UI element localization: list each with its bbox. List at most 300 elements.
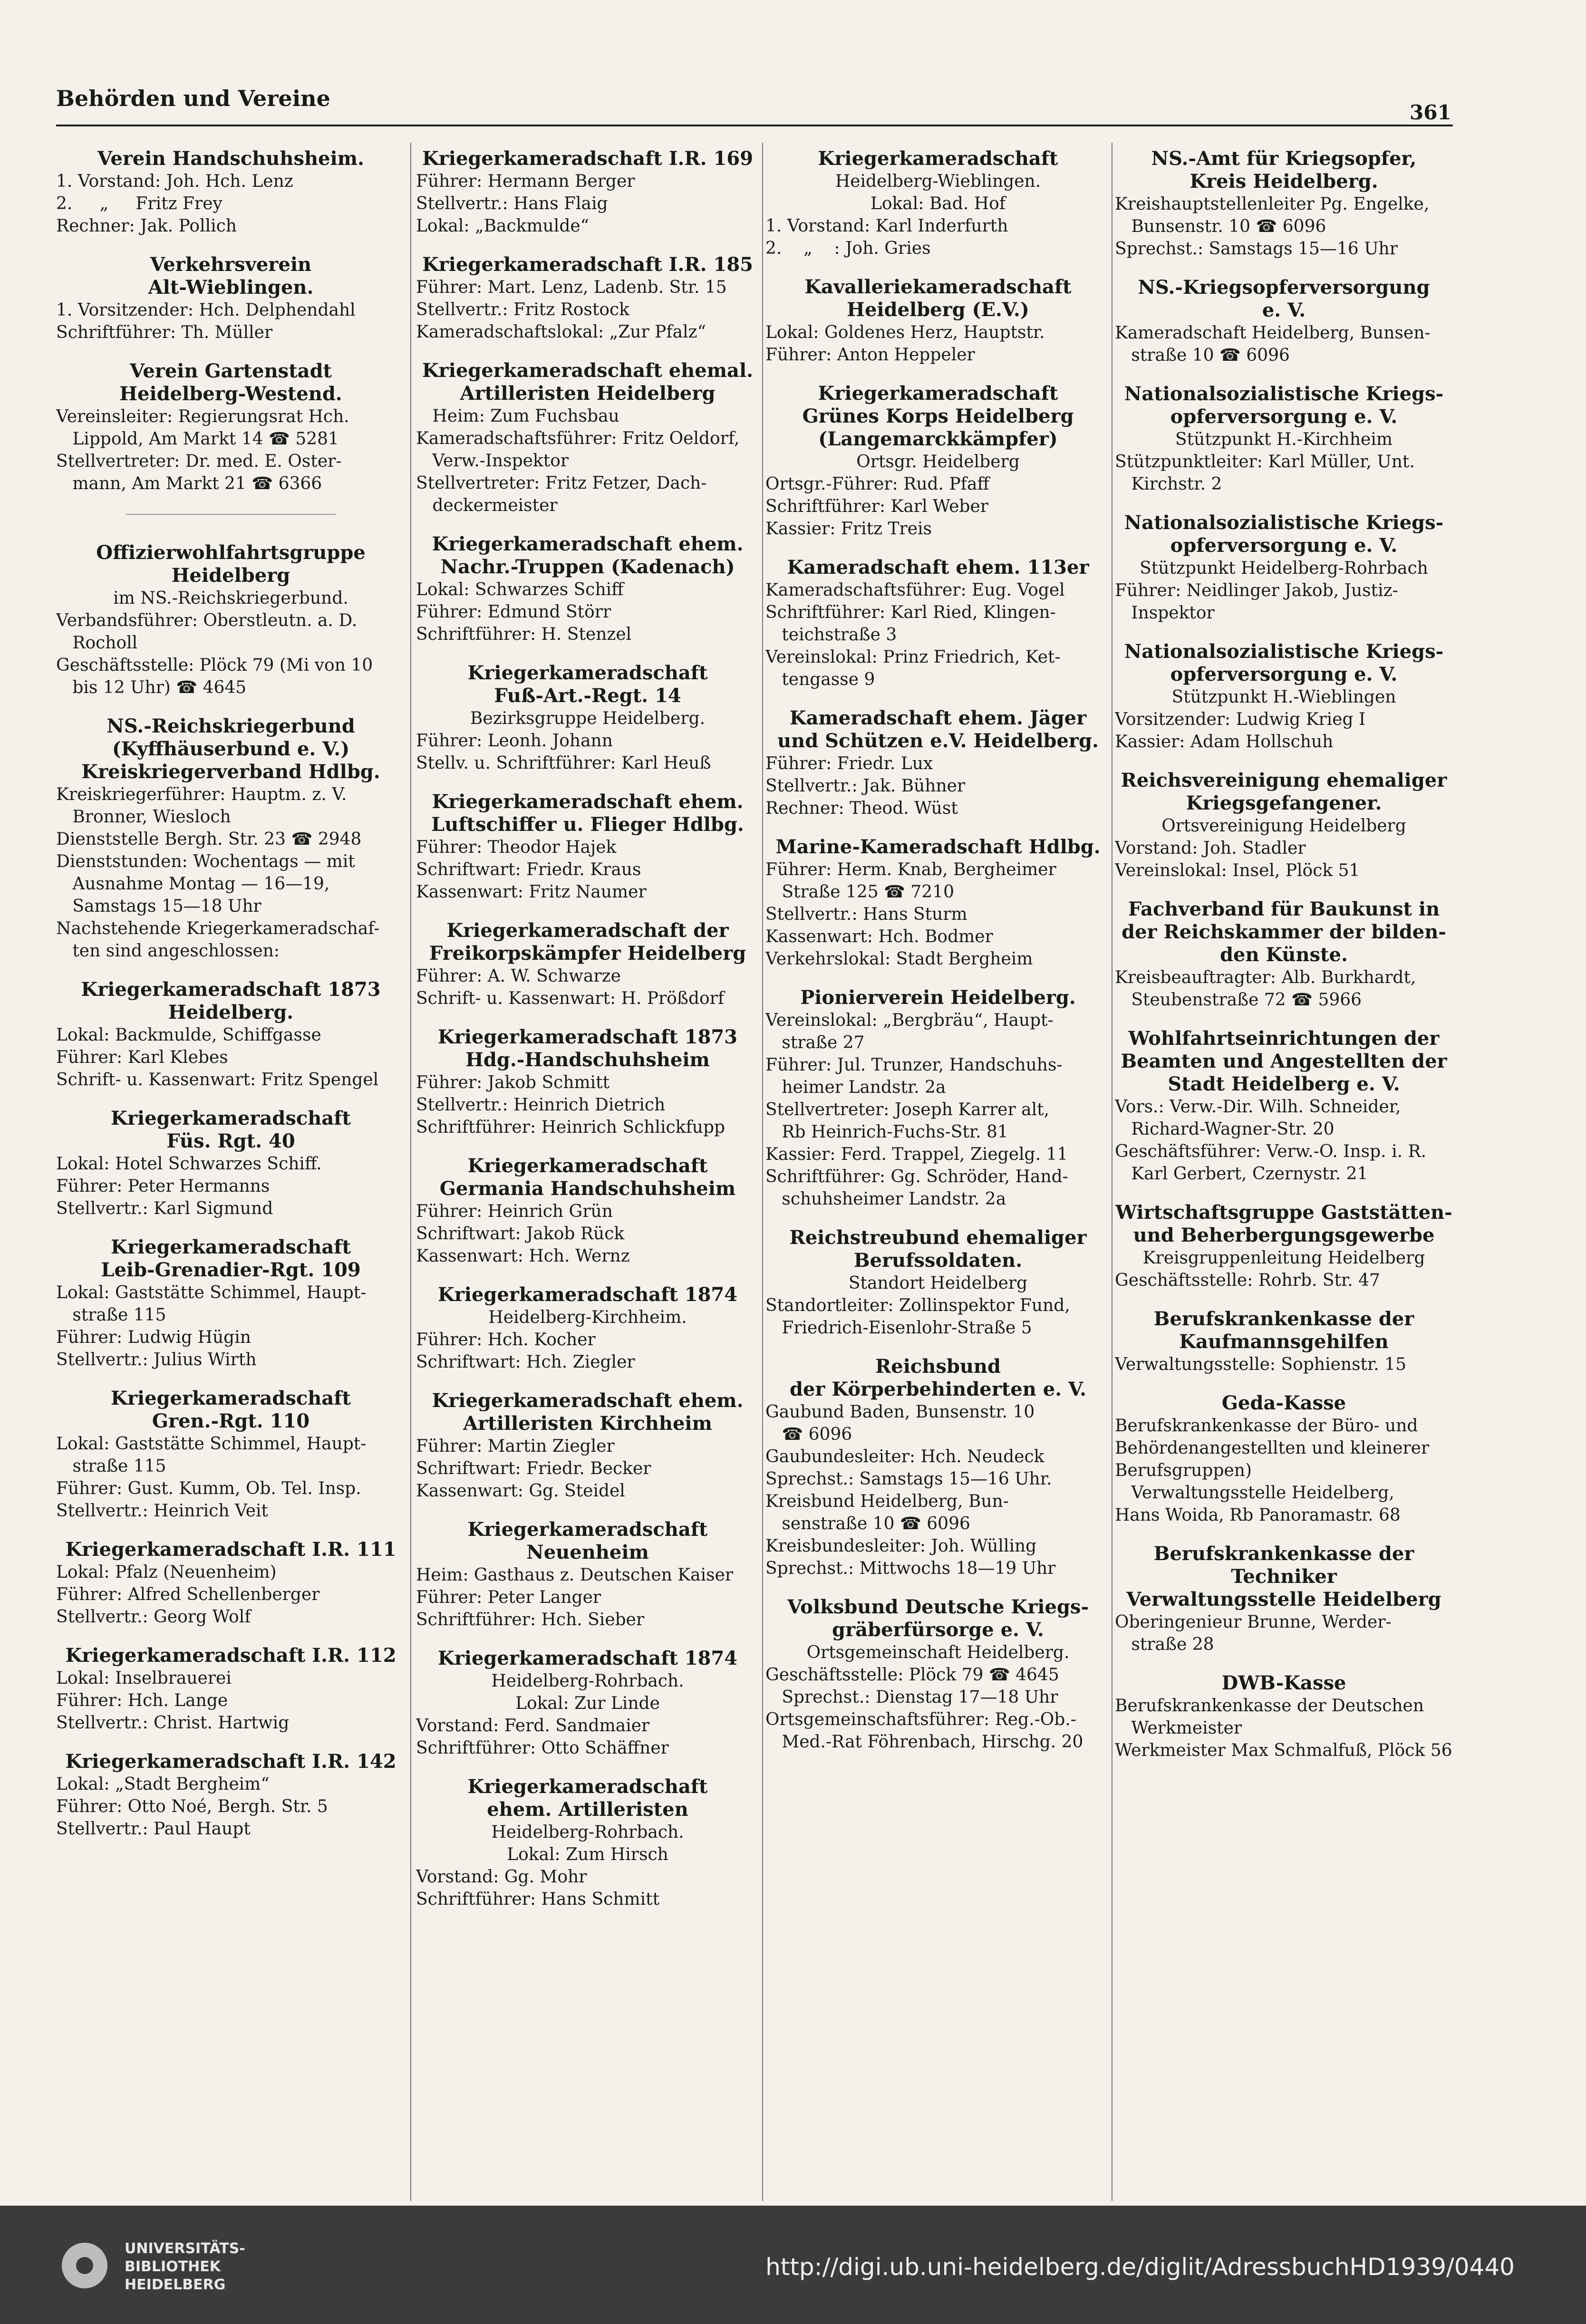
directory-entry — [765, 276, 1111, 366]
entry-line: mann, Am Markt 21 ☎ 6366 — [56, 474, 322, 493]
entry-line: Führer: Heinrich Grün — [416, 1202, 613, 1221]
entry-line: ☎ 6096 — [765, 1425, 852, 1444]
entry-line: Rocholl — [56, 633, 138, 653]
directory-entry — [1115, 1201, 1453, 1292]
entry-line: Schriftwart: Jakob Rück — [416, 1224, 625, 1244]
entry-title: Nationalsozialistische Kriegs- — [1124, 383, 1444, 405]
directory-entry — [416, 1283, 759, 1373]
directory-entry — [416, 147, 759, 237]
entry-title: Wirtschaftsgruppe Gaststätten- — [1115, 1201, 1452, 1224]
directory-entry — [1115, 898, 1453, 1011]
entry-line: Führer: Mart. Lenz, Ladenb. Str. 15 — [416, 278, 727, 297]
entry-line: Schriftführer: H. Stenzel — [416, 625, 632, 644]
entry-title: Kriegerkameradschaft ehem. — [432, 1389, 744, 1412]
entry-title: Reichsbund — [875, 1355, 1001, 1378]
entry-title: Kriegerkameradschaft ehem. — [432, 791, 744, 813]
entry-subtitle: Heidelberg-Wieblingen. — [835, 172, 1041, 191]
entry-line: Berufskrankenkasse der Büro- und — [1115, 1416, 1418, 1436]
entry-title: Neuenheim — [526, 1541, 649, 1563]
directory-entry — [1115, 1308, 1453, 1376]
entry-line: 1. Vorsitzender: Hch. Delphendahl — [56, 300, 356, 320]
entry-title: Artilleristen Heidelberg — [460, 382, 716, 405]
entry-line: Führer: Hch. Kocher — [416, 1330, 596, 1350]
entry-title: der Reichskammer der bilden- — [1122, 921, 1446, 943]
entry-title: Füs. Rgt. 40 — [166, 1130, 295, 1152]
column-4 — [1115, 147, 1453, 2201]
entry-line: Stützpunktleiter: Karl Müller, Unt. — [1115, 452, 1415, 472]
directory-entry — [765, 1355, 1111, 1580]
entry-line: Rechner: Jak. Pollich — [56, 216, 237, 236]
entry-title: (Langemarckkämpfer) — [818, 428, 1058, 450]
entry-line: Kassier: Adam Hollschuh — [1115, 732, 1334, 752]
entry-line: Lokal: Inselbrauerei — [56, 1668, 232, 1688]
entry-line: Vorstand: Ferd. Sandmaier — [416, 1716, 650, 1736]
entry-title: Kriegerkameradschaft — [467, 1775, 708, 1798]
entry-title: Heidelberg. — [168, 1001, 294, 1023]
entry-title: ehem. Artilleristen — [487, 1798, 688, 1821]
entry-title: DWB-Kasse — [1221, 1672, 1346, 1694]
entry-subtitle: im NS.-Reichskriegerbund. — [113, 588, 348, 608]
entry-line: Stellvertr.: Georg Wolf — [56, 1607, 251, 1627]
directory-entry — [765, 382, 1111, 540]
entry-line: Stellvertr.: Karl Sigmund — [56, 1199, 273, 1218]
entry-line: Kreisbeauftragter: Alb. Burkhardt, — [1115, 968, 1416, 987]
entry-title: Kameradschaft ehem. Jäger — [789, 707, 1087, 729]
logo-line: BIBLIOTHEK — [125, 2258, 221, 2275]
directory-entry — [1115, 276, 1453, 366]
entry-title: Heidelberg — [171, 564, 290, 587]
entry-line: Lokal: „Backmulde“ — [416, 216, 590, 236]
entry-line: 1. Vorstand: Joh. Hch. Lenz — [56, 172, 293, 191]
entry-line: straße 28 — [1115, 1635, 1214, 1654]
entry-title: Kaufmannsgehilfen — [1179, 1331, 1389, 1353]
entry-line: Kreiskriegerführer: Hauptm. z. V. — [56, 785, 347, 804]
entry-title: Reichsvereinigung ehemaliger — [1121, 769, 1447, 791]
entry-title: Alt-Wieblingen. — [148, 276, 314, 299]
entry-title: Kriegerkameradschaft ehemal. — [422, 359, 754, 382]
entry-line: Samstags 15—18 Uhr — [56, 897, 261, 916]
entry-line: Verkehrslokal: Stadt Bergheim — [765, 949, 1033, 969]
entry-line: Führer: Peter Langer — [416, 1588, 601, 1607]
entry-line: Schrift- u. Kassenwart: H. Prößdorf — [416, 989, 725, 1008]
entry-title: Kriegerkameradschaft I.R. 169 — [422, 147, 754, 170]
entry-line: Kassenwart: Fritz Naumer — [416, 882, 647, 902]
entry-line: Kameradschaft Heidelberg, Bunsen- — [1115, 323, 1431, 343]
entry-subtitle: Heidelberg-Kirchheim. — [488, 1308, 687, 1327]
directory-entry — [1115, 1027, 1453, 1185]
entry-line: Sprechst.: Mittwochs 18—19 Uhr — [765, 1559, 1056, 1578]
entry-line: Stellvertr.: Jak. Bühner — [765, 776, 966, 796]
entry-line: ten sind angeschlossen: — [56, 941, 280, 961]
entry-title: Verwaltungsstelle Heidelberg — [1126, 1588, 1441, 1610]
entry-subtitle: Heidelberg-Rohrbach. — [491, 1823, 684, 1842]
directory-entry — [1115, 147, 1453, 260]
entry-title: Germania Handschuhsheim — [439, 1177, 736, 1200]
entry-title: NS.-Amt für Kriegsopfer, — [1151, 147, 1417, 170]
entry-line: Führer: Ludwig Hügin — [56, 1328, 251, 1347]
entry-subtitle: Lokal: Zur Linde — [515, 1694, 660, 1713]
directory-entry — [56, 541, 406, 699]
entry-line: Sprechst.: Samstags 15—16 Uhr — [1115, 239, 1398, 259]
entry-title: Kriegerkameradschaft 1874 — [437, 1283, 738, 1306]
entry-line: Lokal: Backmulde, Schiffgasse — [56, 1025, 321, 1045]
entry-subtitle: Kreisgruppenleitung Heidelberg — [1142, 1248, 1425, 1268]
entry-line: straße 115 — [56, 1305, 166, 1325]
directory-entry — [765, 1226, 1111, 1339]
entry-title: Heidelberg-Westend. — [119, 383, 342, 405]
entry-title: gräberfürsorge e. V. — [832, 1619, 1044, 1641]
entry-line: Stellvertreter: Joseph Karrer alt, — [765, 1100, 1050, 1119]
entry-line: teichstraße 3 — [765, 625, 897, 645]
entry-line: Stellvertr.: Fritz Rostock — [416, 300, 629, 319]
directory-entry — [765, 147, 1111, 260]
entry-subtitle: Ortsvereinigung Heidelberg — [1161, 816, 1406, 836]
entry-title: opferversorgung e. V. — [1170, 534, 1398, 557]
entry-line: Stellvertr.: Christ. Hartwig — [56, 1713, 290, 1733]
directory-entry — [1115, 640, 1453, 753]
entry-title: Kriegerkameradschaft — [467, 662, 708, 684]
entry-line: Stellvertr.: Paul Haupt — [56, 1819, 251, 1839]
entry-line: Stellvertr.: Hans Flaig — [416, 194, 608, 213]
entry-line: Gaubund Baden, Bunsenstr. 10 — [765, 1402, 1035, 1422]
entry-line: Geschäftsstelle: Plöck 79 ☎ 4645 — [765, 1665, 1059, 1685]
entry-line: Führer: Otto Noé, Bergh. Str. 5 — [56, 1797, 328, 1816]
entry-line: Kassenwart: Gg. Steidel — [416, 1481, 625, 1501]
entry-line: Inspektor — [1115, 603, 1215, 623]
entry-line: Straße 125 ☎ 7210 — [765, 882, 954, 902]
entry-title: der Körperbehinderten e. V. — [789, 1378, 1087, 1400]
entry-subtitle: Stützpunkt H.-Kirchheim — [1175, 430, 1393, 449]
entry-line: Stellvertr.: Julius Wirth — [56, 1350, 257, 1369]
library-logo-icon — [62, 2243, 107, 2288]
entry-line: Gaubundesleiter: Hch. Neudeck — [765, 1447, 1044, 1466]
entry-line: 2. „ Fritz Frey — [56, 194, 222, 213]
entry-line: Schriftwart: Friedr. Becker — [416, 1459, 651, 1478]
entry-title: Verein Gartenstadt — [129, 360, 332, 382]
entry-line: Führer: Jul. Trunzer, Handschuhs- — [765, 1055, 1063, 1075]
entry-subtitle: Bezirksgruppe Heidelberg. — [470, 709, 706, 728]
directory-entry — [765, 1596, 1111, 1753]
entry-line: Führer: Friedr. Lux — [765, 754, 933, 773]
entry-line: Nachstehende Kriegerkameradschaf- — [56, 919, 380, 938]
directory-entry — [1115, 383, 1453, 495]
directory-entry — [416, 919, 759, 1010]
entry-line: Führer: Alfred Schellenberger — [56, 1585, 320, 1604]
entry-line: Schriftführer: Hans Schmitt — [416, 1890, 660, 1909]
entry-line: Werkmeister Max Schmalfuß, Plöck 56 — [1115, 1741, 1452, 1760]
entry-title: Kriegerkameradschaft ehem. — [432, 533, 744, 555]
entry-line: Heim: Gasthaus z. Deutschen Kaiser — [416, 1565, 734, 1585]
entry-line: Behördenangestellten und kleinerer — [1115, 1438, 1430, 1458]
entry-line: Rechner: Theod. Wüst — [765, 799, 958, 818]
entry-line: Führer: Anton Heppeler — [765, 345, 975, 365]
entry-title: und Schützen e.V. Heidelberg. — [777, 730, 1099, 752]
entry-line: Steubenstraße 72 ☎ 5966 — [1115, 990, 1362, 1010]
entry-line: Vorstand: Gg. Mohr — [416, 1867, 587, 1887]
entry-subtitle: Ortsgemeinschaft Heidelberg. — [806, 1643, 1070, 1662]
entry-line: straße 27 — [765, 1033, 865, 1052]
directory-entry — [765, 556, 1111, 691]
entry-line: Oberingenieur Brunne, Werder- — [1115, 1612, 1392, 1632]
directory-entry — [416, 533, 759, 646]
entry-title: Kriegerkameradschaft — [818, 147, 1058, 170]
entry-title: Kriegerkameradschaft — [111, 1236, 351, 1258]
entry-line: Hans Woida, Rb Panoramastr. 68 — [1115, 1505, 1401, 1525]
entry-line: Vorstand: Joh. Stadler — [1115, 839, 1306, 858]
directory-entry — [416, 1647, 759, 1759]
entry-line: Kassier: Fritz Treis — [765, 519, 932, 539]
entry-title: Kameradschaft ehem. 113er — [787, 556, 1089, 579]
entry-line: Schrift- u. Kassenwart: Fritz Spengel — [56, 1070, 379, 1090]
entry-line: Lokal: Hotel Schwarzes Schiff. — [56, 1154, 322, 1174]
entry-title: Verkehrsverein — [150, 253, 312, 276]
entry-title: opferversorgung e. V. — [1170, 405, 1398, 428]
entry-line: Stellvertreter: Fritz Fetzer, Dach- — [416, 473, 707, 493]
entry-line: Kassenwart: Hch. Wernz — [416, 1246, 630, 1266]
library-logo-text — [125, 2240, 245, 2294]
entry-line: Kassier: Ferd. Trappel, Ziegelg. 11 — [765, 1145, 1068, 1164]
entry-title: Marine-Kameradschaft Hdlbg. — [775, 836, 1101, 858]
entry-line: Schriftführer: Karl Ried, Klingen- — [765, 603, 1056, 622]
entry-line: Heim: Zum Fuchsbau — [416, 406, 619, 426]
entry-line: Kassenwart: Hch. Bodmer — [765, 927, 993, 946]
entry-line: Lippold, Am Markt 14 ☎ 5281 — [56, 429, 339, 449]
directory-entry — [416, 1389, 759, 1502]
entry-title: Berufskrankenkasse der — [1153, 1308, 1414, 1330]
entry-title: Beamten und Angestellten der — [1121, 1050, 1447, 1072]
entry-line: Führer: Theodor Hajek — [416, 838, 617, 857]
entry-title: Kriegerkameradschaft 1873 — [437, 1026, 738, 1048]
entry-subtitle: Ortsgr. Heidelberg — [856, 452, 1020, 472]
directory-entry — [416, 662, 759, 774]
directory-entry — [416, 359, 759, 517]
entry-line: Kreishauptstellenleiter Pg. Engelke, — [1115, 194, 1430, 214]
entry-line: Vereinslokal: „Bergbräu“, Haupt- — [765, 1011, 1054, 1030]
entry-line: Stellvertreter: Dr. med. E. Oster- — [56, 452, 342, 471]
entry-line: Schriftwart: Friedr. Kraus — [416, 860, 641, 879]
entry-title: und Beherbergungsgewerbe — [1133, 1224, 1435, 1246]
entry-line: Schriftwart: Hch. Ziegler — [416, 1352, 635, 1372]
entry-title: (Kyffhäuserbund e. V.) — [112, 738, 350, 760]
directory-entry — [416, 791, 759, 903]
entry-title: Kriegsgefangener. — [1186, 792, 1382, 814]
entry-line: 2. „ : Joh. Gries — [765, 239, 931, 258]
entry-line: Führer: Leonh. Johann — [416, 731, 613, 751]
entry-line: Stellvertr.: Heinrich Dietrich — [416, 1095, 666, 1115]
directory-entry — [416, 1775, 759, 1910]
entry-line: Geschäftsstelle: Rohrb. Str. 47 — [1115, 1271, 1380, 1290]
entry-line: Schriftführer: Otto Schäffner — [416, 1738, 669, 1758]
entry-line: deckermeister — [416, 496, 558, 515]
entry-line: Bunsenstr. 10 ☎ 6096 — [1115, 217, 1326, 236]
entry-line: Stellvertr.: Heinrich Veit — [56, 1501, 268, 1521]
directory-entry — [56, 147, 406, 237]
entry-line: Berufsgruppen) — [1115, 1461, 1252, 1480]
entry-line: 1. Vorstand: Karl Inderfurth — [765, 216, 1008, 236]
entry-title: NS.-Reichskriegerbund — [106, 715, 355, 737]
library-footer-bar — [0, 2206, 1586, 2324]
directory-entry — [56, 1750, 406, 1840]
directory-entry — [56, 253, 406, 344]
entry-title: Kriegerkameradschaft I.R. 111 — [65, 1538, 396, 1561]
page-number: 361 — [1410, 101, 1451, 124]
entry-title: Kriegerkameradschaft I.R. 142 — [65, 1750, 396, 1773]
entry-line: senstraße 10 ☎ 6096 — [765, 1514, 970, 1533]
entry-line: Vereinsleiter: Regierungsrat Hch. — [56, 407, 349, 426]
entry-title: Hdg.-Handschuhsheim — [465, 1049, 710, 1071]
entry-line: Kreisbund Heidelberg, Bun- — [765, 1492, 1009, 1511]
entry-title: Luftschiffer u. Flieger Hdlbg. — [431, 813, 744, 836]
entry-subtitle: Stützpunkt Heidelberg-Rohrbach — [1140, 559, 1428, 578]
entry-line: Sprechst.: Dienstag 17—18 Uhr — [765, 1688, 1058, 1707]
entry-line: Verwaltungsstelle: Sophienstr. 15 — [1115, 1355, 1406, 1374]
directory-entry — [56, 360, 406, 495]
entry-line: Vors.: Verw.-Dir. Wilh. Schneider, — [1115, 1097, 1401, 1117]
entry-line: Führer: Hermann Berger — [416, 172, 635, 191]
entry-title: e. V. — [1262, 299, 1306, 321]
entry-title: Kriegerkameradschaft 1874 — [437, 1647, 738, 1669]
entry-line: Verw.-Inspektor — [416, 451, 569, 471]
entry-subtitle: Lokal: Bad. Hof — [870, 194, 1006, 213]
entry-line: Friedrich-Eisenlohr-Straße 5 — [765, 1318, 1032, 1338]
entry-line: Führer: Herm. Knab, Bergheimer — [765, 860, 1056, 879]
entry-line: Stellv. u. Schriftführer: Karl Heuß — [416, 753, 711, 773]
entry-title: Gren.-Rgt. 110 — [152, 1410, 310, 1432]
entry-line: Schriftführer: Karl Weber — [765, 497, 988, 516]
entry-line: Med.-Rat Föhrenbach, Hirschg. 20 — [765, 1732, 1083, 1752]
entry-title: Leib-Grenadier-Rgt. 109 — [101, 1259, 361, 1281]
section-separator — [126, 514, 336, 515]
entry-line: heimer Landstr. 2a — [765, 1078, 946, 1097]
entry-title: Kreis Heidelberg. — [1190, 170, 1378, 193]
entry-line: Kameradschaftsführer: Fritz Oeldorf, — [416, 429, 740, 448]
entry-line: bis 12 Uhr) ☎ 4645 — [56, 678, 247, 697]
entry-line: Berufskrankenkasse der Deutschen — [1115, 1696, 1424, 1716]
entry-line: Geschäftsstelle: Plöck 79 (Mi von 10 — [56, 656, 373, 675]
entry-line: Kameradschaftslokal: „Zur Pfalz“ — [416, 322, 706, 342]
entry-subtitle: Standort Heidelberg — [848, 1273, 1028, 1293]
directory-entry — [416, 1518, 759, 1631]
entry-title: Stadt Heidelberg e. V. — [1168, 1073, 1400, 1095]
entry-line: Führer: Edmund Störr — [416, 602, 611, 622]
entry-title: Offizierwohlfahrtsgruppe — [96, 541, 366, 564]
entry-title: Kriegerkameradschaft — [467, 1155, 708, 1177]
entry-title: Techniker — [1231, 1565, 1337, 1588]
entry-line: Führer: Gust. Kumm, Ob. Tel. Insp. — [56, 1479, 361, 1498]
entry-line: Stellvertr.: Hans Sturm — [765, 905, 967, 924]
directory-entry — [56, 1387, 406, 1522]
entry-title: Wohlfahrtseinrichtungen der — [1128, 1027, 1440, 1050]
entry-title: Nationalsozialistische Kriegs- — [1124, 640, 1444, 663]
directory-entry — [56, 1538, 406, 1628]
directory-entry — [1115, 1392, 1453, 1526]
entry-line: Führer: Martin Ziegler — [416, 1437, 615, 1456]
entry-title: Kriegerkameradschaft — [111, 1107, 351, 1129]
entry-line: Führer: Jakob Schmitt — [416, 1073, 610, 1092]
entry-line: Kirchstr. 2 — [1115, 474, 1222, 494]
column-divider — [762, 143, 763, 2201]
running-header: Behörden und Vereine — [56, 86, 330, 111]
entry-line: Geschäftsführer: Verw.-O. Insp. i. R. — [1115, 1142, 1427, 1161]
logo-line: UNIVERSITÄTS- — [125, 2240, 245, 2257]
entry-line: Führer: Peter Hermanns — [56, 1176, 270, 1196]
entry-title: Berufskrankenkasse der — [1153, 1543, 1414, 1565]
column-3 — [765, 147, 1111, 2201]
directory-entry — [56, 715, 406, 962]
entry-line: straße 10 ☎ 6096 — [1115, 346, 1290, 365]
entry-line: straße 115 — [56, 1456, 166, 1476]
entry-title: Kriegerkameradschaft — [111, 1387, 351, 1409]
entry-line: Führer: Hch. Lange — [56, 1691, 228, 1710]
entry-title: Kriegerkameradschaft der — [446, 919, 729, 942]
header-rule — [56, 125, 1453, 126]
entry-line: Sprechst.: Samstags 15—16 Uhr. — [765, 1469, 1052, 1489]
entry-line: Führer: Karl Klebes — [56, 1048, 228, 1067]
entry-line: Vereinslokal: Prinz Friedrich, Ket- — [765, 647, 1061, 667]
entry-title: Kriegerkameradschaft I.R. 185 — [422, 253, 754, 276]
column-divider — [410, 143, 411, 2201]
directory-entry — [416, 253, 759, 343]
entry-title: Volksbund Deutsche Kriegs- — [787, 1596, 1089, 1618]
entry-title: Grünes Korps Heidelberg — [802, 405, 1074, 427]
entry-line: schuhsheimer Landstr. 2a — [765, 1189, 1006, 1209]
entry-line: Bronner, Wiesloch — [56, 807, 231, 827]
entry-title: Artilleristen Kirchheim — [463, 1412, 712, 1435]
entry-line: Verbandsführer: Oberstleutn. a. D. — [56, 611, 358, 630]
entry-title: den Künste. — [1220, 944, 1348, 966]
directory-entry — [1115, 1672, 1453, 1762]
entry-title: Kreiskriegerverband Hdlbg. — [81, 761, 380, 783]
entry-line: Kameradschaftsführer: Eug. Vogel — [765, 580, 1065, 600]
directory-entry — [1115, 511, 1453, 624]
entry-line: Dienststunden: Wochentags — mit — [56, 852, 355, 871]
entry-line: Lokal: „Stadt Bergheim“ — [56, 1774, 270, 1794]
entry-line: Ortsgr.-Führer: Rud. Pfaff — [765, 474, 990, 494]
entry-title: Geda-Kasse — [1221, 1392, 1346, 1414]
entry-line: Schriftführer: Heinrich Schlickfupp — [416, 1118, 725, 1137]
entry-line: Ortsgemeinschaftsführer: Reg.-Ob.- — [765, 1710, 1076, 1729]
entry-title: Berufssoldaten. — [853, 1249, 1023, 1272]
entry-title: NS.-Kriegsopferversorgung — [1138, 276, 1430, 299]
entry-line: Schriftführer: Hch. Sieber — [416, 1610, 645, 1630]
entry-line: Ausnahme Montag — 16—19, — [56, 874, 330, 894]
entry-line: Führer: A. W. Schwarze — [416, 966, 621, 986]
directory-entry — [56, 1236, 406, 1371]
entry-line: Karl Gerbert, Czernystr. 21 — [1115, 1164, 1368, 1184]
directory-entry — [765, 707, 1111, 820]
directory-entry — [1115, 1543, 1453, 1656]
entry-title: Fuß-Art.-Regt. 14 — [494, 685, 681, 707]
entry-title: Verein Handschuhsheim. — [97, 147, 364, 170]
entry-line: Verwaltungsstelle Heidelberg, — [1115, 1483, 1394, 1503]
entry-line: Standortleiter: Zollinspektor Fund, — [765, 1296, 1070, 1315]
entry-line: tengasse 9 — [765, 670, 875, 689]
entry-title: Freikorpskämpfer Heidelberg — [429, 942, 746, 964]
entry-line: Vereinslokal: Insel, Plöck 51 — [1115, 861, 1360, 880]
source-url-link[interactable]: http://digi.ub.uni-heidelberg.de/diglit/AdressbuchHD1939/0440 — [765, 2253, 1515, 2281]
entry-title: Heidelberg (E.V.) — [847, 299, 1029, 321]
entry-title: Nachr.-Truppen (Kadenach) — [440, 556, 735, 578]
entry-line: Schriftführer: Th. Müller — [56, 323, 273, 342]
entry-title: Nationalsozialistische Kriegs- — [1124, 511, 1444, 534]
directory-entry — [1115, 769, 1453, 882]
entry-title: Reichstreubund ehemaliger — [789, 1226, 1087, 1249]
directory-entry — [416, 1155, 759, 1267]
entry-line: Richard-Wagner-Str. 20 — [1115, 1119, 1335, 1139]
entry-title: Kriegerkameradschaft 1873 — [81, 978, 381, 1001]
entry-title: Kriegerkameradschaft — [818, 382, 1058, 405]
entry-line: Führer: Neidlinger Jakob, Justiz- — [1115, 581, 1398, 600]
